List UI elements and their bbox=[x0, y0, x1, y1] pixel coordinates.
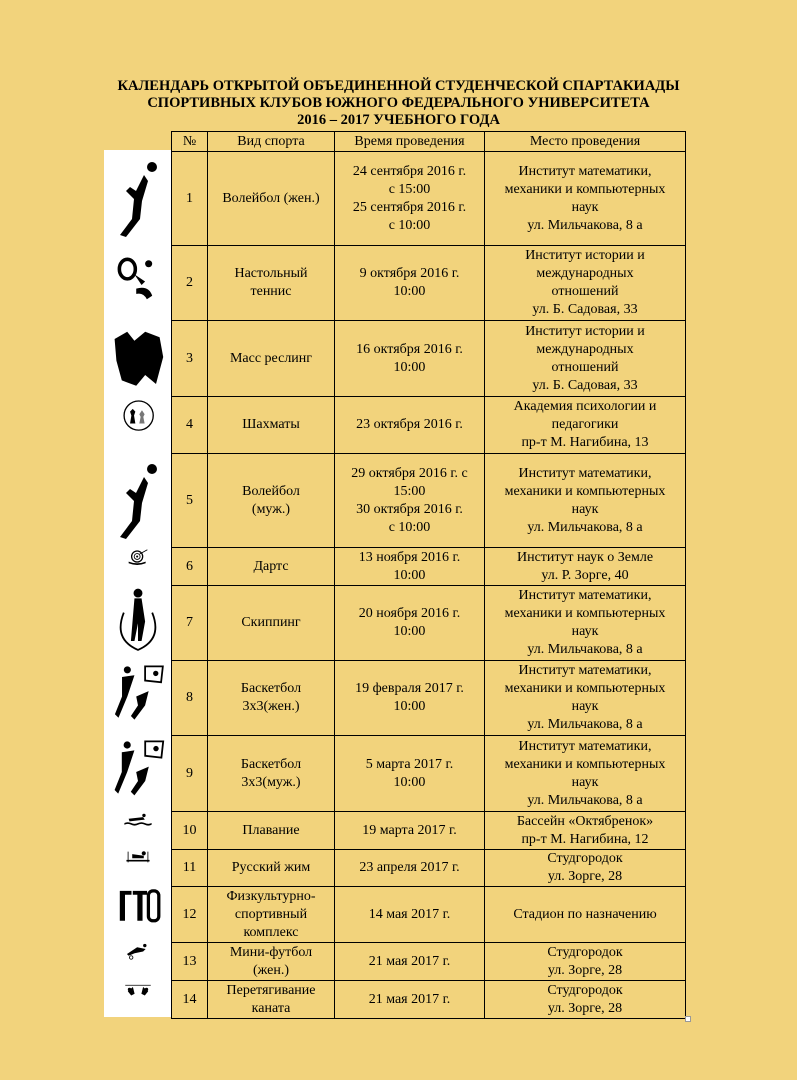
tug-of-war-icon bbox=[104, 979, 171, 1017]
row-place bbox=[485, 321, 686, 397]
row-time-line: 5 марта 2017 г. bbox=[365, 756, 454, 772]
row-time-line: с 10:00 bbox=[388, 217, 431, 233]
row-sport-line: Дартс bbox=[253, 558, 289, 574]
table-row bbox=[172, 548, 686, 586]
basketball-icon bbox=[104, 734, 171, 810]
row-time-line: 10:00 bbox=[393, 624, 426, 639]
row-sport-line: Перетягивание bbox=[226, 982, 316, 998]
row-time bbox=[335, 586, 485, 661]
row-place-line: пр-т М. Нагибина, 13 bbox=[521, 435, 649, 450]
row-place-line: Институт истории и bbox=[525, 323, 645, 339]
row-time-line: 21 мая 2017 г. bbox=[368, 991, 451, 1007]
row-sport bbox=[208, 586, 335, 661]
table-row bbox=[172, 812, 686, 850]
row-place bbox=[485, 981, 686, 1019]
row-sport bbox=[208, 661, 335, 736]
row-sport-line: (муж.) bbox=[251, 501, 291, 517]
row-place-line: Студгородок bbox=[547, 982, 623, 998]
row-place-line: наук bbox=[571, 699, 599, 714]
row-number: 2 bbox=[172, 246, 208, 321]
row-place bbox=[485, 548, 686, 586]
row-sport-line: спортивный bbox=[234, 906, 308, 922]
row-sport-line: Плавание bbox=[242, 822, 300, 838]
table-row bbox=[172, 981, 686, 1019]
row-time-line: 21 мая 2017 г. bbox=[368, 953, 451, 969]
title-line-3: 2016 – 2017 УЧЕБНОГО ГОДА bbox=[297, 112, 500, 128]
row-sport bbox=[208, 812, 335, 850]
row-place-line: механики и компьютерных bbox=[504, 681, 666, 696]
row-time bbox=[335, 736, 485, 812]
row-place-line: ул. Мильчакова, 8 а bbox=[527, 519, 643, 535]
selection-handle bbox=[685, 1016, 691, 1022]
row-place-line: Институт математики, bbox=[518, 163, 652, 179]
row-time-line: 25 сентября 2016 г. bbox=[352, 199, 467, 215]
row-place-line: ул. Мильчакова, 8 а bbox=[527, 217, 643, 233]
row-place-line: Институт математики, bbox=[518, 663, 652, 678]
row-place-line: Академия психологии и bbox=[513, 399, 657, 414]
row-sport-line: Шахматы bbox=[242, 417, 300, 432]
title-line-1: КАЛЕНДАРЬ ОТКРЫТОЙ ОБЪЕДИНЕННОЙ СТУДЕНЧЕСКОЙ СПАРТАКИАДЫ bbox=[117, 78, 680, 94]
row-place-line: Институт истории и bbox=[525, 248, 645, 263]
gto-icon bbox=[104, 885, 171, 941]
row-time-line: 15:00 bbox=[393, 483, 426, 499]
table-row bbox=[172, 943, 686, 981]
row-sport-line: Масс реслинг bbox=[229, 350, 313, 366]
row-place-line: Стадион по назначению bbox=[513, 906, 657, 922]
row-number: 6 bbox=[172, 548, 208, 586]
row-place-line: Институт математики, bbox=[518, 738, 652, 754]
row-time-line: 10:00 bbox=[393, 567, 426, 583]
row-place-line: механики и компьютерных bbox=[504, 606, 666, 621]
row-sport bbox=[208, 152, 335, 246]
row-sport-line: Баскетбол bbox=[240, 756, 302, 772]
row-place-line: ул. Мильчакова, 8 а bbox=[527, 792, 643, 808]
row-time-line: 10:00 bbox=[393, 699, 426, 714]
row-place-line: ул. Зорге, 28 bbox=[547, 869, 623, 884]
row-place-line: механики и компьютерных bbox=[504, 181, 666, 197]
row-place-line: механики и компьютерных bbox=[504, 756, 666, 772]
basketball-icon bbox=[104, 659, 171, 734]
row-place-line: Институт математики, bbox=[518, 588, 652, 603]
row-sport-line: Баскетбол bbox=[240, 681, 302, 696]
row-time-line: 29 октября 2016 г. с bbox=[351, 465, 468, 481]
row-number: 1 bbox=[172, 152, 208, 246]
row-time bbox=[335, 943, 485, 981]
header-time: Время проведения bbox=[335, 132, 485, 152]
jump-rope-icon bbox=[104, 584, 171, 659]
row-sport-line: Волейбол bbox=[242, 483, 300, 499]
row-place bbox=[485, 454, 686, 548]
row-place-line: отношений bbox=[551, 359, 619, 375]
table-row bbox=[172, 397, 686, 454]
row-sport-line: Физкультурно- bbox=[226, 888, 316, 904]
row-time-line: 19 марта 2017 г. bbox=[362, 822, 457, 838]
row-place-line: ул. Р. Зорге, 40 bbox=[541, 567, 629, 583]
table-tennis-icon bbox=[104, 244, 171, 319]
row-place bbox=[485, 152, 686, 246]
row-time-line: 19 февраля 2017 г. bbox=[355, 681, 464, 696]
table-row bbox=[172, 736, 686, 812]
schedule-table bbox=[171, 131, 686, 1019]
row-sport-line: теннис bbox=[250, 284, 292, 299]
row-time-line: 23 октября 2016 г. bbox=[356, 417, 463, 432]
row-place bbox=[485, 661, 686, 736]
row-time-line: 13 ноября 2016 г. bbox=[358, 549, 461, 565]
row-sport-line: Настольный bbox=[234, 266, 308, 281]
row-time-line: 16 октября 2016 г. bbox=[356, 341, 463, 357]
row-time-line: 10:00 bbox=[393, 284, 426, 299]
volleyball-icon bbox=[104, 452, 171, 546]
document-title bbox=[0, 78, 797, 129]
row-number: 12 bbox=[172, 887, 208, 943]
row-place bbox=[485, 246, 686, 321]
row-number: 7 bbox=[172, 586, 208, 661]
row-sport bbox=[208, 887, 335, 943]
header-sport: Вид спорта bbox=[208, 132, 335, 152]
row-sport bbox=[208, 736, 335, 812]
row-sport-line: 3х3(жен.) bbox=[242, 699, 300, 714]
row-place-line: ул. Мильчакова, 8 а bbox=[527, 642, 643, 657]
row-sport-line: Скиппинг bbox=[241, 615, 301, 630]
row-sport bbox=[208, 454, 335, 548]
row-time-line: 24 сентября 2016 г. bbox=[352, 163, 467, 179]
row-time bbox=[335, 454, 485, 548]
chess-icon bbox=[104, 395, 171, 452]
row-time-line: 9 октября 2016 г. bbox=[359, 266, 460, 281]
row-time-line: 30 октября 2016 г. bbox=[356, 501, 463, 517]
row-sport bbox=[208, 850, 335, 887]
row-number: 13 bbox=[172, 943, 208, 981]
row-place-line: Студгородок bbox=[547, 944, 623, 960]
row-number: 11 bbox=[172, 850, 208, 887]
row-time bbox=[335, 661, 485, 736]
table-row bbox=[172, 152, 686, 246]
row-place-line: ул. Мильчакова, 8 а bbox=[527, 717, 643, 732]
row-time bbox=[335, 812, 485, 850]
title-line-2: СПОРТИВНЫХ КЛУБОВ ЮЖНОГО ФЕДЕРАЛЬНОГО УНИВЕРСИТЕТА bbox=[147, 95, 650, 111]
row-place-line: Бассейн «Октябренок» bbox=[516, 813, 654, 829]
row-place bbox=[485, 812, 686, 850]
row-time bbox=[335, 548, 485, 586]
swimming-icon bbox=[104, 810, 171, 848]
table-row bbox=[172, 661, 686, 736]
row-time bbox=[335, 850, 485, 887]
row-sport-line: (жен.) bbox=[252, 962, 290, 978]
row-sport-line: комплекс bbox=[243, 924, 299, 940]
row-sport bbox=[208, 246, 335, 321]
volleyball-icon bbox=[104, 150, 171, 244]
row-number: 3 bbox=[172, 321, 208, 397]
row-time-line: 14 мая 2017 г. bbox=[368, 906, 451, 922]
row-time-line: с 10:00 bbox=[388, 519, 431, 535]
row-number: 8 bbox=[172, 661, 208, 736]
table-row bbox=[172, 586, 686, 661]
darts-icon bbox=[104, 546, 171, 584]
row-sport-line: Волейбол (жен.) bbox=[222, 190, 320, 206]
row-place-line: ул. Зорге, 28 bbox=[547, 1000, 623, 1016]
row-place-line: наук bbox=[571, 774, 599, 790]
row-place-line: механики и компьютерных bbox=[504, 483, 666, 499]
row-sport-line: Мини-футбол bbox=[229, 944, 313, 960]
header-place: Место проведения bbox=[485, 132, 686, 152]
row-place-line: наук bbox=[571, 624, 599, 639]
row-place bbox=[485, 736, 686, 812]
row-time-line: 23 апреля 2017 г. bbox=[359, 860, 460, 875]
row-time-line: 10:00 bbox=[393, 774, 426, 790]
table-header-row bbox=[172, 132, 686, 152]
row-time bbox=[335, 246, 485, 321]
sport-icons-column bbox=[104, 150, 171, 1017]
row-sport bbox=[208, 397, 335, 454]
row-number: 4 bbox=[172, 397, 208, 454]
row-time bbox=[335, 152, 485, 246]
row-place bbox=[485, 850, 686, 887]
row-place-line: ул. Б. Садовая, 33 bbox=[532, 377, 638, 393]
row-sport bbox=[208, 981, 335, 1019]
row-place-line: пр-т М. Нагибина, 12 bbox=[521, 831, 649, 847]
row-number: 9 bbox=[172, 736, 208, 812]
table-row bbox=[172, 246, 686, 321]
row-sport-line: Русский жим bbox=[231, 860, 311, 875]
football-icon bbox=[104, 941, 171, 979]
row-sport bbox=[208, 548, 335, 586]
row-sport bbox=[208, 321, 335, 397]
table-row bbox=[172, 321, 686, 397]
table-row bbox=[172, 454, 686, 548]
row-number: 14 bbox=[172, 981, 208, 1019]
row-place-line: Институт математики, bbox=[518, 465, 652, 481]
wrestling-icon bbox=[104, 319, 171, 395]
row-time bbox=[335, 981, 485, 1019]
row-place-line: педагогики bbox=[551, 417, 619, 432]
table-row bbox=[172, 887, 686, 943]
row-time bbox=[335, 887, 485, 943]
row-place bbox=[485, 943, 686, 981]
row-place-line: наук bbox=[571, 199, 599, 215]
row-place-line: Институт наук о Земле bbox=[516, 549, 654, 565]
bench-press-icon bbox=[104, 848, 171, 885]
table-row bbox=[172, 850, 686, 887]
row-time-line: 20 ноября 2016 г. bbox=[358, 606, 461, 621]
row-time-line: с 15:00 bbox=[388, 181, 431, 197]
row-time bbox=[335, 397, 485, 454]
row-time bbox=[335, 321, 485, 397]
row-place bbox=[485, 586, 686, 661]
row-place-line: наук bbox=[571, 501, 599, 517]
row-place bbox=[485, 887, 686, 943]
row-place-line: Студгородок bbox=[547, 851, 623, 866]
row-place-line: международных bbox=[536, 341, 634, 357]
row-sport-line: 3х3(муж.) bbox=[241, 774, 301, 790]
row-number: 5 bbox=[172, 454, 208, 548]
row-place-line: международных bbox=[536, 266, 634, 281]
row-place-line: отношений bbox=[551, 284, 619, 299]
row-time-line: 10:00 bbox=[393, 359, 426, 375]
row-number: 10 bbox=[172, 812, 208, 850]
row-place-line: ул. Зорге, 28 bbox=[547, 962, 623, 978]
row-place-line: ул. Б. Садовая, 33 bbox=[532, 302, 638, 317]
row-place bbox=[485, 397, 686, 454]
row-sport-line: каната bbox=[251, 1000, 291, 1016]
row-sport bbox=[208, 943, 335, 981]
header-number: № bbox=[172, 132, 208, 152]
